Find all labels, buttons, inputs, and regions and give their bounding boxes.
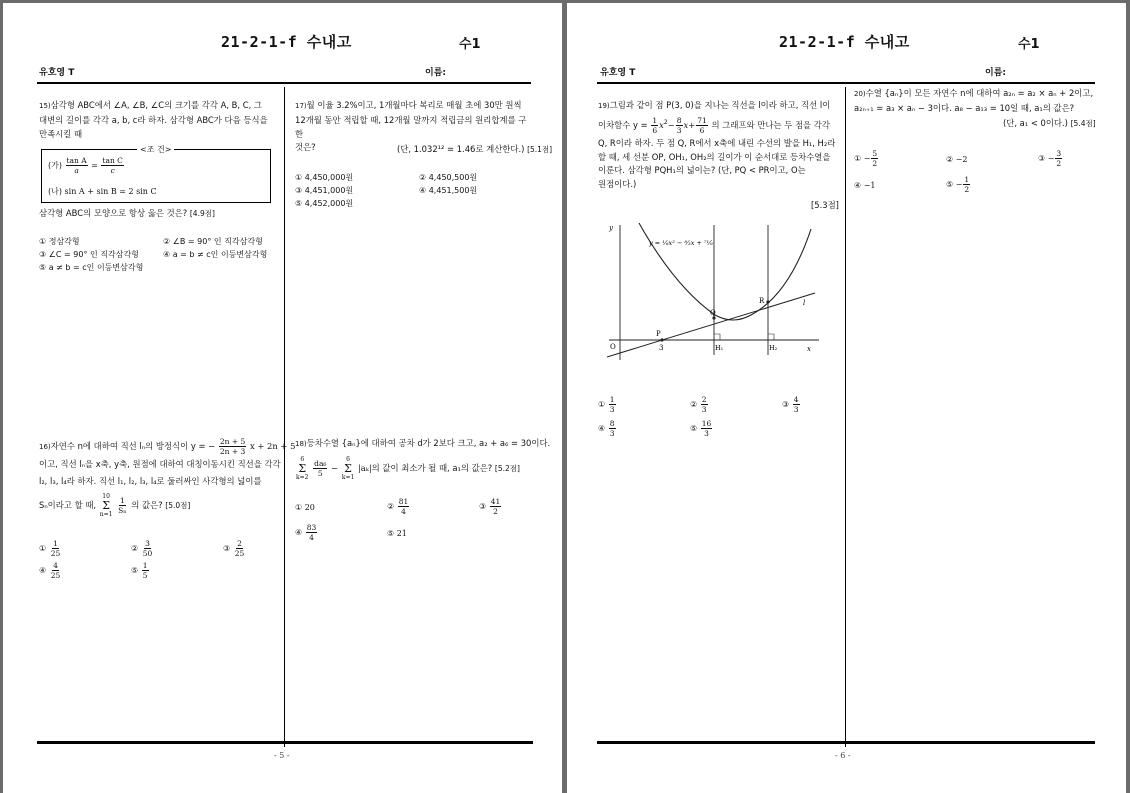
condition-b [48,186,157,197]
choice-2[interactable]: ② $\frac{2}{3}$ [690,395,707,414]
teacher-name: 유호영 T [600,68,636,78]
question-text: 그림과 같이 점 P(3, 0)을 지나는 직선을 l이라 하고, 직선 l이 [609,100,831,110]
choice-2[interactable]: ② −2 [946,155,968,164]
origin-label: O [610,343,616,351]
condition-label: (나) [48,187,62,196]
choice-5[interactable]: ⑤ 21 [387,529,407,538]
choice-1[interactable]: ① $\frac{1}{25}$ [39,539,61,558]
choice-3[interactable]: ③ $\frac{41}{2}$ [479,497,501,516]
question-text: 월 이율 3.2%이고, 1개월마다 복리로 매월 초에 30만 원씩 [306,100,522,110]
condition-text: sin A + sin B = 2 sin C [64,187,157,196]
q20-note [1003,117,1096,131]
frac-den: 3 [676,125,682,135]
choice-4[interactable]: ④ $\frac{4}{25}$ [39,561,61,580]
question-15-ask [39,207,275,221]
question-text: l₂, l₃, l₄라 하자. 직선 l₁, l₂, l₃, l₄로 둘러싸인 사각형의 넓이를 [39,475,262,486]
question-text: 수열 {aₙ}이 모든 자연수 n에 대하여 a₂ₙ = a₂ × aₙ + 2이고, [865,88,1094,98]
column-divider [845,87,846,747]
h1-label: H₁ [715,344,724,352]
frac-den: Sₙ [118,505,127,515]
question-text: 것은? [295,142,316,153]
question-18: 18)등차수열 {aₙ}에 대하여 공차 d가 2보다 크고, a₂ + a₆ = 30이다. 6 Σ k=2 $\frac{\text{da₆}}{5}$ − 6 Σ k=1 |aₖ|의 값이 최소가 될 때, a₁의 값은? [5.2점] [295,438,551,481]
question-text: 원점이다.) [598,179,637,190]
question-19: 19)그림과 같이 점 P(3, 0)을 지나는 직선을 l이라 하고, 직선 l이 이차함수 y = $\frac{1}{6}$ $x^2-$ $\frac{8}{3}$ x+ $\frac{71}{6}$ 의 그래프와 만나는 두 점을 각각 Q, R이라 하자. 두 점 Q, R에서 x축에 내린 수선의 발을 H₁, H₂라 할 때, 세 선분 OP, OH₁, OH₂의 길이가 이 순서대로 등차수열을 이룬다. 삼각형 PQH₁의 넓이는? (단, PQ < PR이고, O는 원점이다.) [598,99,838,192]
question-text: 삼각형 ABC의 모양으로 항상 옳은 것은? [39,208,188,218]
question-text: a₂ₙ₊₁ = a₃ × aₙ − 3이다. a₈ − a₁₃ = 10일 때, a₁의 값은? [854,102,1075,113]
name-label: 이름: [985,68,1006,78]
x-axis-label: x [807,345,811,353]
question-text: 삼각형 ABC에서 ∠A, ∠B, ∠C의 크기를 각각 A, B, C, 그 [50,100,262,110]
frac-den: 6 [699,125,705,135]
x3-label: 3 [659,344,664,352]
footer-rule [37,741,533,744]
exam-page-5 [3,3,562,793]
question-text: 자연수 n에 대하여 직선 lₙ의 방정식이 y = − [50,441,216,451]
q19-points: [5.3점] [811,200,839,210]
frac-num: da₆ [314,458,327,468]
math-term: |aₖ| [357,462,372,473]
question-text: 의 그래프와 만나는 두 점을 각각 [711,119,830,130]
condition-label: (가) [48,161,62,170]
q17-note [397,143,552,157]
question-number: 17) [295,102,307,110]
frac-num: 1 [119,495,125,505]
condition-a: (가) $\frac{\text{tan A}}{a}$ = $\frac{\text{tan C}}{c}$ [48,156,123,175]
choice-1[interactable]: ① 4,450,000원 [295,173,354,182]
question-text: 대변의 길이를 각각 a, b, c라 하자. 삼각형 ABC가 다음 등식을 [39,114,268,125]
point-r [766,300,769,303]
question-text: 의 값이 최소가 될 때, a₁의 값은? [371,462,493,473]
sum-lower: n=1 [99,510,113,518]
question-number: 16) [39,443,51,451]
y-axis-label: y [609,224,613,232]
header-rule [37,82,531,84]
question-text: Q, R이라 하자. 두 점 Q, R에서 x축에 내린 수선의 발을 H₁, H₂라 [598,137,836,148]
question-text: 등차수열 {aₙ}에 대하여 공차 d가 2보다 크고, a₂ + a₆ = 30이다. [306,438,551,448]
sum-lower: k=1 [341,473,355,481]
header-rule [597,82,1095,84]
condition-title: <조 건> [137,144,174,155]
choice-4[interactable]: ④ $\frac{83}{4}$ [295,523,317,542]
question-15 [39,99,275,141]
choice-4[interactable]: ④ −1 [854,181,876,190]
choice-2[interactable]: ② $\frac{3}{50}$ [131,539,153,558]
question-text: 이고, 직선 lₙ을 x축, y축, 원점에 대하여 대칭이동시킨 직선을 각각 [39,459,281,469]
choice-1[interactable]: ① $\frac{1}{3}$ [598,395,615,414]
choice-4[interactable]: ④ $\frac{8}{3}$ [598,419,615,438]
exam-title: 21-2-1-f 수내고 [779,33,910,51]
question-number: 15) [39,102,51,110]
frac-den: 6 [652,125,658,135]
question-16: 16)자연수 n에 대하여 직선 lₙ의 방정식이 y = − $\frac{2n + 5}{2n + 3}$ x + 2n + 5 이고, 직선 lₙ을 x축, y축, 원점에 대하여 대칭이동시킨 직선을 각각 l₂, l₃, l₄라 하자. 직선 l₁, l₂, l₃, l₄로 둘러싸인 사각형의 넓이를 Sₙ이라고 할 때, 10 Σ n=1 $\frac{1}{\text{Sₙ}}$ 의 값은? [5.0점] [39,437,296,518]
question-text: Sₙ이라고 할 때, [39,499,97,510]
condition-box [41,149,271,203]
sum-upper: 6 [300,455,305,463]
choice-1[interactable]: ① 20 [295,503,315,512]
question-number: 20) [854,90,866,98]
points: [5.2점] [494,463,520,473]
points: [5.4점] [1070,119,1096,128]
question-note: (단, a₁ < 0이다.) [1003,118,1068,128]
choice-2[interactable]: ② $\frac{81}{4}$ [387,497,409,516]
question-number: 18) [295,440,307,448]
choice-2[interactable]: ② ∠B = 90° 인 직각삼각형 [163,237,263,246]
q-label: Q [710,309,716,317]
subject-badge: 수1 [1018,37,1040,52]
frac-num: 71 [697,115,707,125]
question-text: 할 때, 세 선분 OP, OH₁, OH₂의 길이가 이 순서대로 등차수열을 [598,151,831,162]
frac-den: c [110,166,115,175]
points: [5.1점] [527,145,553,154]
point-p [660,338,663,341]
question-note: (단, 1.032¹² = 1.46로 계산한다.) [397,144,525,154]
choice-3[interactable]: ③ $\frac{4}{3}$ [782,395,799,414]
question-text: 이룬다. 삼각형 PQH₁의 넓이는? (단, PQ < PR이고, O는 [598,165,806,176]
footer-rule [597,741,1095,744]
choice-5[interactable]: ⑤ $\frac{16}{3}$ [690,419,712,438]
choice-5[interactable]: ⑤ − $\frac{1}{2}$ [946,175,970,194]
sum-upper: 10 [102,492,110,500]
frac-num: 8 [676,115,682,125]
choice-3[interactable]: ③ 4,451,000원 [295,186,354,195]
frac-den: 2n + 3 [219,447,246,456]
frac-num: tan A [66,156,87,165]
h2-label: H₂ [769,344,778,352]
choice-5[interactable]: ⑤ a ≠ b = c인 이등변삼각형 [39,263,144,272]
frac-den: 5 [317,468,323,478]
choice-2[interactable]: ② 4,450,500원 [419,173,478,182]
frac-num: tan C [102,156,123,165]
question-text: 12개월 동안 적립할 때, 12개월 말까지 적립금의 원리합계를 구한 [295,114,527,139]
graph-background [605,215,829,365]
choice-5[interactable]: ⑤ $\frac{1}{5}$ [131,561,148,580]
choice-4[interactable]: ④ a = b ≠ c인 이등변삼각형 [163,250,268,259]
subject-badge: 수1 [459,37,481,52]
question-text: 만족시킬 때 [39,128,83,139]
p-label: P [656,330,661,338]
choice-3[interactable]: ③ − $\frac{3}{2}$ [1038,149,1062,168]
exam-page-6 [567,3,1126,793]
choice-1[interactable]: ① 정삼각형 [39,237,80,246]
question-number: 19) [598,102,610,110]
points: [5.0점] [165,500,191,510]
operator: − [331,462,339,473]
name-label: 이름: [425,68,446,78]
l-label: l [803,299,806,307]
sum-lower: k=2 [296,473,309,481]
choice-4[interactable]: ④ 4,451,500원 [419,186,478,195]
frac-num: 1 [652,115,658,125]
question-20 [854,87,1104,116]
sum-upper: 6 [346,455,350,463]
choice-3[interactable]: ③ $\frac{2}{25}$ [223,539,245,558]
choice-5[interactable]: ⑤ 4,452,000원 [295,199,354,208]
column-divider [284,87,285,747]
question-text: x + 2n + 5 [249,441,296,451]
points: [4.9점] [189,209,215,218]
parabola-graph [605,215,829,365]
exam-title: 21-2-1-f 수내고 [221,33,352,51]
choice-3[interactable]: ③ ∠C = 90° 인 직각삼각형 [39,250,139,259]
page-number: - 6 - [835,751,851,760]
question-text: 의 값은? [131,499,163,510]
teacher-name: 유호영 T [39,68,75,78]
r-label: R [759,297,765,305]
frac-den: a [74,166,79,175]
question-text: 이차함수 y = [598,119,648,130]
graph-equation: y = ¹⁄₆x² − ⁸⁄₃x + ⁷¹⁄₆ [649,239,713,247]
choice-1[interactable]: ① − $\frac{5}{2}$ [854,149,878,168]
frac-num: 2n + 5 [219,437,246,446]
page-number: - 5 - [274,751,290,760]
